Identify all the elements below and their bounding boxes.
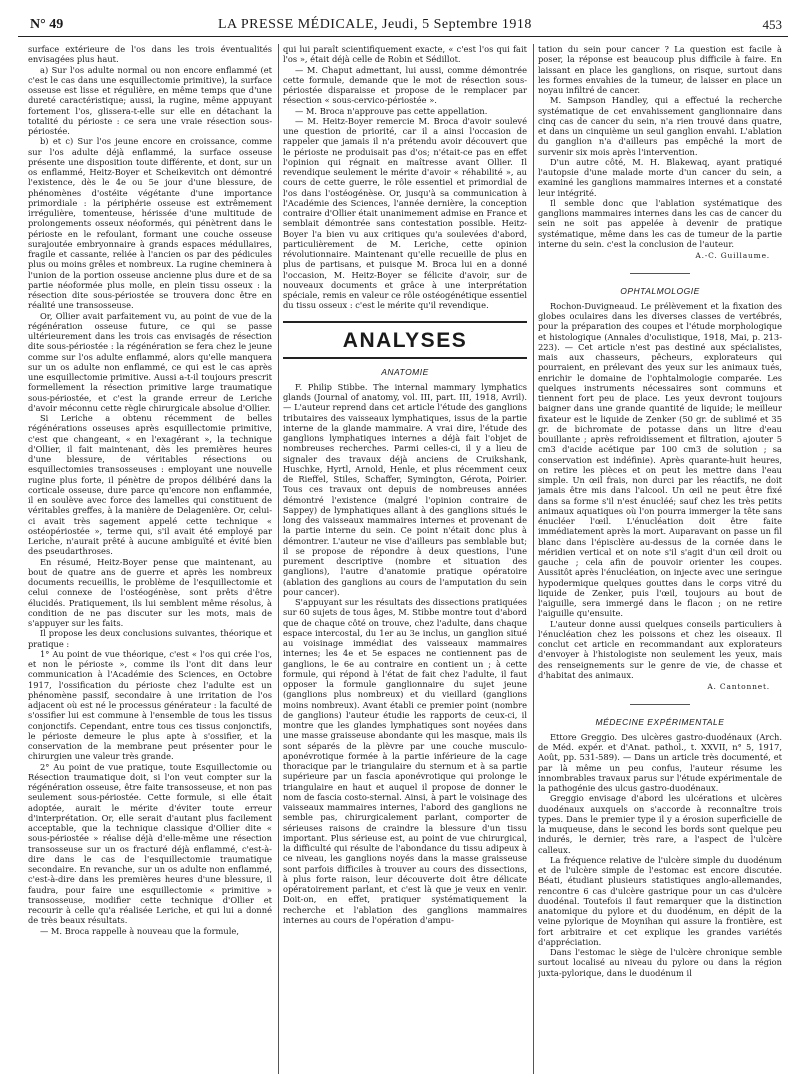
column-3 xyxy=(538,44,782,1074)
separator-rule xyxy=(538,698,782,708)
paragraph: tation du sein pour cancer ? La question est facile à poser, la réponse est beaucoup plus difficile à faire. En laissant en place les ganglions, on risque, surtout dans les formes envahies de la tumeur, de laisser en place un noyau infiltré de cancer. xyxy=(538,44,782,95)
paragraph: 1° Au point de vue théorique, c'est « l'os qui crée l'os, et non le périoste », comme ils l'ont dit dans leur communication à l'Académie des Sciences, en Octobre 1917, l'ossification du périoste chez l'adulte est un phénomène passif, secondaire à une irritation de l'os adjacent où est né le processus générateur : la faculté de s'ossifier lui est commune à l'ensemble de tous les tissus conjonctifs. Cependant, entre tous ces tissus conjonctifs, le périoste demeure le plus apte à s'ossifier, et la conservation de la membrane peut présenter pour le chirurgien une valeur très grande. xyxy=(28,648,272,762)
masthead-title: LA PRESSE MÉDICALE, Jeudi, 5 Septembre 1918 xyxy=(218,17,532,32)
paragraph: — M. Broca rappelle à nouveau que la formule, xyxy=(40,925,239,936)
paragraph: — M. Heitz-Boyer remercie M. Broca d'avoir soulevé une question de priorité, car il a ainsi l'occasion de rappeler que jamais il n'a prétendu avoir découvert que le périoste ne produisait pas d'os; n'était-ce pas en effet l'opinion qui régnait en maîtresse avant Ollier. Il revendique seulement le mérite d'avoir « réhabilité », au cours de cette guerre, le rôle essentiel et primordial de l'os dans l'ostéogénèse. Or, jusqu'à sa communication à l'Académie des Sciences, l'année dernière, la conception contraire d'Ollier était unanimement admise en France et semblait démontrée sans contestation possible. Heitz-Boyer l'a bien vu aux critiques qu'a soulevées d'abord, particulièrement de M. Leriche, cette opinion révolutionnaire. Maintenant qu'elle recueille de plus en plus de partisans, et puisque M. Broca lui en a donné l'occasion, M. Heitz-Boyer se félicite d'avoir, sur de nouveaux documents et grâce à une interprétation spéciale, remis en valeur ce rôle ostéogénétique essentiel du tissu osseux : c'est le mérite qu'il revendique. xyxy=(283,115,527,311)
column-2 xyxy=(283,44,527,1074)
paragraph: 2° Au point de vue pratique, toute Esquillectomie ou Résection traumatique doit, si l'on veut compter sur la régénération osseuse, être faite transosseuse, et non pas seulement sous-périostée. Cette formule, si elle était adoptée, aurait le mérite d'éviter toute erreur d'interprétation. Or, elle serait d'autant plus facilement acceptable, que la technique classique d'Ollier dite « sous-périostée » réalise déjà d'elle-même une résection transosseuse sur un os fracturé déjà enflammé, c'est-à-dire dans le cas de l'esquillectomie traumatique secondaire. En revanche, sur un os adulte non enflammé, c'est-à-dire dans les premières heures d'une blessure, il faudra, pour faire une esquillectomie « primitive » transosseuse, modifier cette technique d'Ollier et recourir à celle qu'a réalisée Leriche, et qui lui a donné de très beaux résultats. xyxy=(28,761,272,926)
paragraph: Il propose les deux conclusions suivantes, théorique et pratique : xyxy=(28,628,272,649)
author-signature: A. Cantonnet. xyxy=(707,682,770,691)
paragraph: — M. Chaput admettant, lui aussi, comme démontrée cette formule, demande que le mot de résection sous-périostée disparaisse et propose de le remplacer par résection « sous-cervico-périostée ». xyxy=(283,64,527,106)
paragraph: Dans l'estomac le siège de l'ulcère chronique semble surtout localisé au niveau du pylore ou dans la région juxta-pylorique, dans le duodénum il xyxy=(538,947,782,978)
paragraph: b) et c) Sur l'os jeune encore en croissance, comme sur l'os adulte déjà enflammé, la surface osseuse présente une disposition toute différente, et dont, sur un os enflammé, Heitz-Boyer et Scheikevitch ont démontré l'existence, dès le 4e ou 5e jour d'une blessure, de phénomènes d'ostéite végétante d'une importance primordiale : la périphérie osseuse est extrêmement irrégulière, tomenteuse, hérissée d'une multitude de prolongements osseux néoformés, qui pénètrent dans le périoste en le refoulant, formant une couche osseuse surajoutée embryonnaire à grands espaces médullaires, fragile et cassante, reliée à l'ancien os par des pédicules plus ou moins grêles et nombreux. La rugine cheminera à l'union de la portion osseuse ancienne plus dure et de sa partie néoformée plus molle, en plein tissu osseux : la résection dite sous-périostée se trouvera donc être en réalité une transosseuse. xyxy=(28,136,272,311)
paragraph: Il semble donc que l'ablation systématique des ganglions mammaires internes dans les cas de cancer du sein ne soit pas appelée à devenir de pratique systématique, même dans les cas de tumeur de la partie interne du sein. c'est la conclusion de l'auteur. xyxy=(538,197,782,249)
issue-number: N° 49 xyxy=(30,17,64,32)
paragraph: Ettore Greggio. Des ulcères gastro-duodénaux (Arch. de Méd. expér. et d'Anat. pathol., t. XXVII, n° 5, 1917, Août, pp. 531-589). — Dans un article très documenté, et par là même un peu confus, l'auteur résume les innombrables travaux parus sur l'étude expérimentale de la pathogénie des ulcus gastro-duodénaux. xyxy=(538,731,782,793)
paragraph: S'appuyant sur les résultats des dissections pratiquées sur 60 sujets de tous âges, M. Stibbe montre tout d'abord que de chaque côté on trouve, chez l'adulte, dans chaque espace intercostal, du 1er au 3e inclus, un ganglion situé au voisinage immédiat des vaisseaux mammaires internes; les 4e et 5e espaces ne contiennent pas de ganglions, le 6e au contraire en contient un ; à cette formule, qui répond à l'état de fait chez l'adulte, il faut opposer la formule ganglionnaire du sujet jeune (ganglions plus nombreux) et du vieillard (ganglions moins nombreux). Avant établi ce premier point (nombre de ganglions) l'auteur étudie les rapports de ceux-ci, il montre que les glandes lymphatiques sont noyées dans une masse graisseuse abondante qui les masque, mais ils sont séparés de la plèvre par une couche musculo-aponévrotique formée à la partie inférieure de la cage thoracique par le triangulaire du sternum et à sa partie supérieure par un fascia aponévrotique qui prolonge le triangulaire en haut et auquel il propose de donner le nom de fascia costo-sternal. Ainsi, à part le voisinage des vaisseaux mammaires internes, l'abord des ganglions ne semble pas, chirurgicalement parlant, comporter de sérieuses raisons de craindre la blessure d'un tissu important. Plus sérieuse est, au point de vue chirurgical, la difficulté qui résulte de l'abondance du tissu adipeux à ce niveau, les ganglions noyés dans la masse graisseuse sont parfois difficiles à trouver au cours des dissections, à plus forte raison, leur découverte doit être délicate opératoirement parlant, et c'est là que je veux en venir. Doit-on, en effet, pratiquer systématiquement la recherche et l'ablation des ganglions mammaires internes au cours de l'opération d'ampu- xyxy=(283,597,527,925)
page-header xyxy=(18,14,788,37)
page-number: 453 xyxy=(762,17,782,32)
paragraph: qui lui paraît scientifiquement exacte, « c'est l'os qui fait l'os », était déjà celle de Robin et Sédillot. xyxy=(283,44,527,65)
paragraph: Rochon-Duvigneaud. Le prélèvement et la fixation des globes oculaires dans les diverses classes de vertébrés, pour la préparation des coupes et l'étude morphologique et histologique (Annales d'oculistique, 1918, Mai, p. 213-223). — Cet article n'est pas destiné aux spécialistes, mais aux chasseurs, pêcheurs, explorateurs qui pourraient, en prélevant des yeux sur les animaux tués, enrichir le domaine de l'ophtalmologie comparée. Les quelques instruments nécessaires sont communs et tiennent fort peu de place. Les yeux devront toujours baigner dans une grande quantité de liquide; le meilleur fixateur est le liquide de Zenker (50 gr. de sublimé et 35 gr. de bichromate de potasse dans un litre d'eau bouillante ; après refroidissement et filtration, ajouter 5 cm3 d'acide acétique par 100 cm3 de solution ; sa conservation est indéfinie). Après quarante-huit heures, on retire les pièces et on peut les mettre dans l'eau simple. Un œil frais, non durci par les réactifs, ne doit jamais être mis dans l'alcool. Un œil ne peut être fixé dans sa forme s'il n'est énucléé; sauf chez les très petits animaux aquatiques où l'on pourra immerger la tête sans énucléer l'œil. L'énucléation doit être faite immédiatement après la mort. Auparavant on passe un fil blanc dans l'épisclère au-dessus de la cornée dans le méridien vertical et on note s'il s'agit d'un œil droit ou gauche ; cela afin de pouvoir orienter les coupes. Aussitôt après l'énucléation, on injecte avec une seringue hypodermique quelques gouttes dans le corps vitré du liquide de Zenker, puis l'œil, toujours au bout de l'aiguille, sera immergé dans le flacon ; on ne retire l'aiguille qu'ensuite. xyxy=(538,300,782,619)
article-columns xyxy=(18,44,788,1074)
analyses-heading: ANALYSES xyxy=(283,321,527,359)
newspaper-page xyxy=(18,14,788,1074)
paragraph: a) Sur l'os adulte normal ou non encore enflammé (et c'est le cas dans une esquillectomie primitive), la surface osseuse est lisse et régulière, en même temps que d'une dureté caractéristique; aussi, la rugine, même appuyant fortement l'os, glissera-t-elle sur elle en détachant la totalité du périoste : ce sera une vraie résection sous-périostée. xyxy=(28,64,272,136)
section-heading-anatomie: ANATOMIE xyxy=(381,366,429,377)
paragraph: Si Leriche a obtenu récemment de belles régénérations osseuses après esquillectomie primitive, c'est que changeant, « en l'exagérant », la technique d'Ollier, il fait maintenant, dès les premières heures d'une blessure, de véritables résections ou esquillectomies transosseuses : employant une nouvelle rugine plus forte, il pénètre de propos délibéré dans la corticale osseuse, dure parce qu'encore non enflammée, il en soulève avec force des lamelles qui constituent de véritables greffes, à la manière de Delagenière. Or, celui-ci avait très sagement appelé cette technique « ostéopériostée », terme qui, s'il avait été employé par Leriche, n'aurait prêté à aucune ambiguïté et évité bien des pseudarthroses. xyxy=(28,413,272,557)
author-signature: A.-C. Guillaume. xyxy=(695,251,770,260)
paragraph: En résumé, Heitz-Boyer pense que maintenant, au bout de quatre ans de guerre et après les nombreux documents recueillis, le problème de l'esquillectomie et celui connexe de l'ostéogénèse, sont prêts d'être élucidés. Pratiquement, ils lui semblent même résolus, à condition de ne pas discuter sur les mots, mais de s'appuyer sur les faits. xyxy=(28,556,272,628)
separator-rule xyxy=(538,267,782,277)
paragraph: Greggio envisage d'abord les ulcérations et ulcères duodénaux auxquels on s'accorde à reconnaître trois types. Dans le premier type il y a érosion superficielle de la muqueuse, dans le second les bords sont quelque peu indurés, le dernier, très rare, a l'aspect de l'ulcère calleux. xyxy=(538,793,782,855)
column-1 xyxy=(28,44,272,1074)
paragraph: D'un autre côté, M. H. Blakewaq, ayant pratiqué l'autopsie d'une malade morte d'un cancer du sein, a examiné les ganglions mammaires internes et a constaté leur intégrité. xyxy=(538,156,782,198)
paragraph: surface extérieure de l'os dans les trois éventualités envisagées plus haut. xyxy=(28,44,272,65)
paragraph: M. Sampson Handley, qui a effectué la recherche systématique de cet envahissement ganglionnaire dans cinq cas de cancer du sein, n'a rien trouvé dans quatre, et dans un cinquième un seul ganglion envahi. L'ablation du ganglion n'a d'ailleurs pas empêché la mort de survenir six mois après l'intervention. xyxy=(538,95,782,157)
column-divider xyxy=(278,44,279,1074)
column-divider xyxy=(533,44,534,1074)
paragraph: La fréquence relative de l'ulcère simple du duodénum et de l'ulcère simple de l'estomac est encore discutée. Béati, étudiant plusieurs statistiques anglo-allemandes, rencontre 6 cas d'ulcère gastrique pour un cas d'ulcère duodénal. Toutefois il faut remarquer que la distinction anatomique du pylore et du duodénum, en dépit de la veine pylorique de Moynihan qui assure la frontière, est fort arbitraire et cet explique les grandes variétés d'appréciation. xyxy=(538,854,782,947)
section-heading-medecine-experimentale: MÉDECINE EXPÉRIMENTALE xyxy=(595,716,725,727)
section-heading-ophtalmologie: OPHTALMOLOGIE xyxy=(620,285,700,296)
paragraph: — M. Broca n'approuve pas cette appellation. xyxy=(295,105,488,116)
paragraph: L'auteur donne aussi quelques conseils particuliers à l'énucléation chez les poissons et chez les oiseaux. Il conclut cet article en recommandant aux explorateurs d'envoyer à l'histologiste non seulement les yeux, mais des renseignements sur le genre de vie, de chasse et d'habitat des animaux. xyxy=(538,618,782,680)
paragraph: F. Philip Stibbe. The internal mammary lymphatics glands (Journal of anatomy, vol. III, part. III, 1918, Avril). — L'auteur reprend dans cet article l'étude des ganglions tributaires des vaisseaux lymphatiques, issus de la partie interne de la glande mammaire. A vrai dire, l'étude des ganglions lymphatiques internes a déjà fait l'objet de nombreuses recherches. Parmi celles-ci, il y a lieu de signaler des travaux déjà anciens de Cruikshank, Huschke, Hyrtl, Arnold, Henle, et plus récemment ceux de Rieffel, Stiles, Schaffer, Symington, Gérota, Poirier. Tous ces travaux ont depuis de nombreuses années démontré l'existence (malgré l'opinion contraire de Sappey) de lymphatiques allant à des ganglions situés le long des vaisseaux mammaires internes et provenant de la partie interne du sein. Ce point n'était donc plus à démontrer. L'auteur ne vise d'ailleurs pas semblable but; il se propose de répondre à deux questions, l'une purement descriptive (nombre et situation des ganglions), l'autre d'anatomie pratique opératoire (ablation des ganglions au cours de l'amputation du sein pour cancer). xyxy=(283,381,527,597)
paragraph: Or, Ollier avait parfaitement vu, au point de vue de la régénération osseuse future, ce qui se passe ultérieurement dans les trois cas envisagés de résection dite sous-périostée : la régénération se fera chez le jeune comme sur l'os adulte enflammé, alors qu'elle manquera sur un os adulte non enflammé, ce qui est le cas après une esquillectomie primitive. Aussi a-t-il toujours prescrit formellement la résection primitive large traumatique sous-périostée, et c'est la grande erreur de Leriche d'avoir méconnu cette règle chirurgicale absolue d'Ollier. xyxy=(28,310,272,413)
